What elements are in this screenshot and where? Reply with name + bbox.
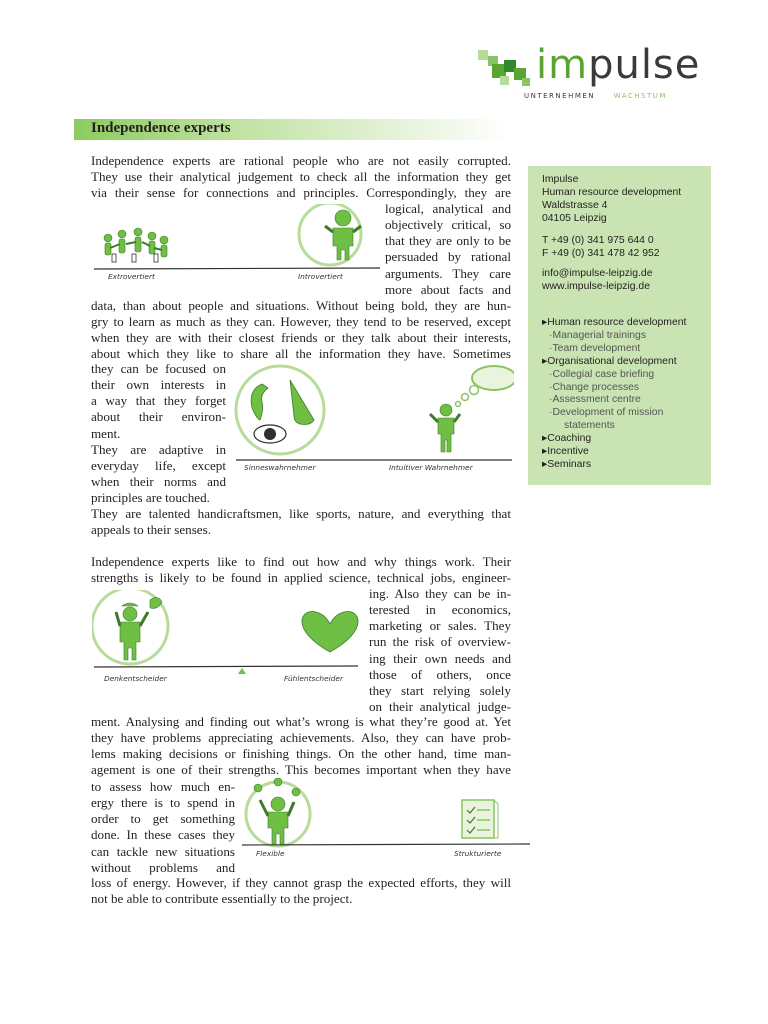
text-line: everyday life, except — [91, 457, 226, 473]
text-line: ment. — [91, 425, 121, 441]
text-line: about their environ- — [91, 409, 226, 425]
paragraph-2-left-column — [91, 779, 235, 876]
text-line: Independence experts like to find out how and why things work. Their — [91, 554, 511, 569]
text-line: agement is one of their strengths. This becomes important when they have — [91, 762, 511, 778]
sidebar-line[interactable]: info@impulse-leipzig.de — [542, 268, 653, 279]
text-line: run the risk of overview- — [369, 634, 511, 650]
paragraph-1-left-column — [91, 361, 226, 506]
label-denkentscheider: Denkentscheider — [104, 674, 167, 683]
label-sinneswahrnehmer: Sinneswahrnehmer — [244, 463, 316, 472]
submenu-item[interactable]: · Assessment centre — [542, 394, 707, 407]
sidebar-line: Human resource development — [542, 186, 682, 198]
paragraph-2-end — [91, 875, 511, 907]
contact-phone — [542, 235, 660, 261]
text-line: not be able to contribute essentially to the project. — [91, 891, 353, 907]
label-fuehlentscheider: Fühlentscheider — [284, 674, 343, 683]
sidebar-line: Waldstrasse 4 — [542, 199, 608, 211]
text-line: ergy there is to spend in — [91, 795, 235, 811]
menu-item[interactable]: ▸ Human resource development — [542, 317, 707, 330]
submenu-item[interactable]: · Team development — [542, 343, 707, 356]
text-line: they start relying solely — [369, 682, 511, 698]
text-line: they have problems appreciating achievements. Also, they can have prob- — [91, 730, 511, 746]
text-line: loss of energy. However, if they cannot grasp the expected efforts, they will — [91, 875, 511, 890]
label-flexible: Flexible — [256, 849, 285, 858]
text-line: via their sense for connections and principles. Correspondingly, they are — [91, 185, 511, 201]
text-line: principles are touched. — [91, 490, 210, 506]
text-line: They are adaptive in — [91, 441, 226, 457]
sidebar-line: F +49 (0) 341 478 42 952 — [542, 247, 660, 259]
text-line: terested in economics, — [369, 602, 511, 618]
text-line: ment. Analysing and finding out what’s wrong is what they’re good at. Yet — [91, 714, 511, 729]
sidebar-line[interactable]: www.impulse-leipzig.de — [542, 280, 650, 292]
paragraph-1-continued — [91, 298, 511, 363]
text-line: appeals to their senses. — [91, 522, 211, 538]
text-line: lems making decisions or finishing things. On the other hand, time man- — [91, 746, 511, 762]
text-line: order to get something — [91, 811, 235, 827]
text-line: about which they like to share all the information they have. Sometimes — [91, 346, 511, 362]
paragraph-1-intro — [91, 153, 511, 201]
illustration-extro-intro — [92, 204, 382, 288]
text-line: their own interests in — [91, 377, 226, 393]
label-strukturierte: Strukturierte — [454, 849, 502, 858]
text-line: logical, analytical and — [385, 201, 511, 216]
text-line: objectively critical, so — [385, 217, 511, 233]
text-line: done. In these cases they — [91, 827, 235, 843]
text-line: strengths is likely to be found in applied science, technical jobs, engineer- — [91, 570, 511, 586]
illustration-flexible-structured — [240, 778, 532, 864]
label-introvertiert: Introvertiert — [298, 272, 343, 281]
text-line: gry to learn as much as they can. However, they tend to be reserved, except — [91, 314, 511, 330]
submenu-item[interactable]: · Collegial case briefing — [542, 369, 707, 382]
text-line: data, than about people and situations. Without being bold, they are hun- — [91, 298, 511, 313]
label-intuitiver-wahrnehmer: Intuitiver Wahrnehmer — [389, 463, 473, 472]
text-line: Independence experts are rational people who are not easily corrupted. — [91, 153, 511, 168]
submenu-item[interactable]: · Managerial trainings — [542, 330, 707, 343]
text-line: ing their own needs and — [369, 650, 511, 666]
text-line: ing. Also they can be in- — [369, 586, 511, 601]
text-line: that they are only to be — [385, 233, 511, 249]
paragraph-2-intro — [91, 554, 511, 586]
services-menu — [542, 317, 707, 472]
illustration-think-feel — [92, 590, 362, 686]
text-line: without problems and — [91, 859, 235, 875]
section-heading-bar — [74, 119, 510, 140]
contact-web — [542, 268, 652, 294]
impulse-logo — [478, 42, 708, 104]
text-line: to assess how much en- — [91, 779, 235, 794]
text-line: they can be focused on — [91, 361, 226, 376]
submenu-item[interactable]: · Development of mission — [542, 407, 707, 420]
sidebar-line: 04105 Leipzig — [542, 212, 607, 224]
text-line: when their norms and — [91, 474, 226, 490]
text-line: persuaded by rational — [385, 249, 511, 265]
text-line: when they are with their closest friends or they talk about their interests, — [91, 330, 511, 346]
text-line: arguments. They care — [385, 265, 511, 281]
paragraph-1-end — [91, 506, 511, 538]
text-line: They are talented handicraftsmen, like sports, nature, and everything that — [91, 506, 511, 521]
submenu-item[interactable]: · Change processes — [542, 382, 707, 395]
menu-item[interactable]: ▸ Coaching — [542, 433, 707, 446]
logo-tagline: UNTERNEHMEN WACHSTUM — [524, 92, 667, 100]
menu-item[interactable]: ▸ Seminars — [542, 459, 707, 472]
contact-sidebar — [528, 166, 711, 485]
sidebar-line: T +49 (0) 341 975 644 0 — [542, 235, 654, 246]
text-line: on their analytical judge- — [369, 699, 511, 715]
text-line: those of others, once — [369, 666, 511, 682]
paragraph-2-right-column — [369, 586, 511, 715]
menu-item[interactable]: ▸ Incentive — [542, 446, 707, 459]
text-line: They use their analytical judgement to check all the information they get — [91, 169, 511, 185]
menu-item[interactable]: ▸ Organisational development — [542, 356, 707, 369]
submenu-item[interactable]: statements — [564, 420, 615, 432]
text-line: marketing or sales. They — [369, 618, 511, 634]
sidebar-line: Impulse — [542, 174, 579, 185]
page-title: Independence experts — [91, 120, 231, 136]
text-line: can tackle new situations — [91, 843, 235, 859]
paragraph-1-right-column — [385, 201, 511, 298]
label-extrovertiert: Extrovertiert — [108, 272, 155, 281]
logo-wordmark: impulse — [536, 42, 701, 88]
illustration-sense-intuition — [234, 364, 514, 474]
paragraph-2-continued — [91, 714, 511, 779]
text-line: more about facts and — [385, 281, 511, 297]
text-line: a way that they forget — [91, 393, 226, 409]
contact-address — [542, 174, 681, 226]
